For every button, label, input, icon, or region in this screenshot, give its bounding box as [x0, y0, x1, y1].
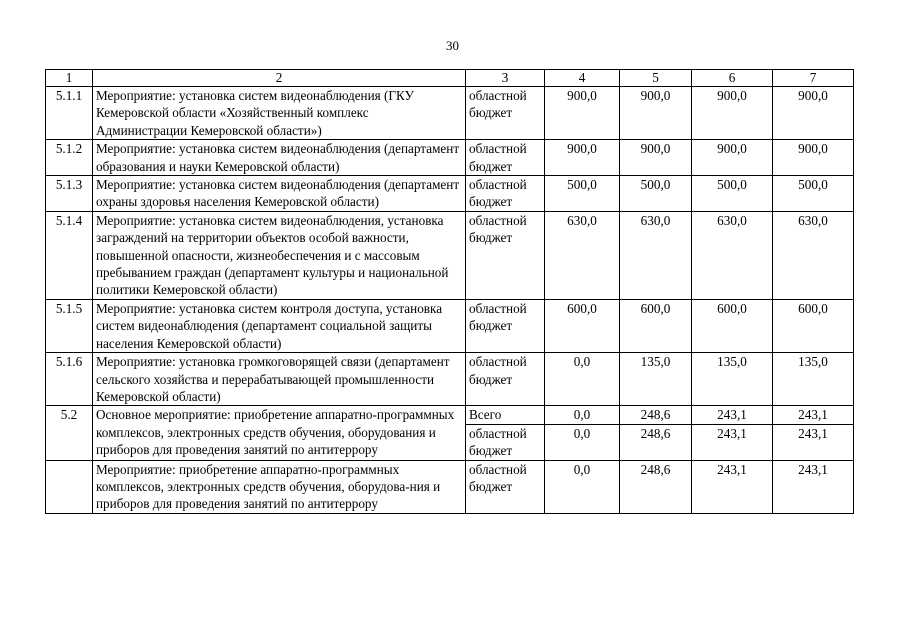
item-number: 5.1.5: [46, 299, 93, 352]
value-col-7: 243,1: [773, 424, 854, 460]
column-header: 5: [620, 70, 692, 87]
table-row: [46, 87, 854, 140]
value-col-4: 630,0: [545, 211, 620, 299]
value-col-6: 630,0: [692, 211, 773, 299]
funding-source: областной бюджет: [466, 176, 545, 212]
value-col-4: 900,0: [545, 140, 620, 176]
value-col-5: 900,0: [620, 140, 692, 176]
funding-source: областной бюджет: [466, 299, 545, 352]
table-row: [46, 211, 854, 299]
item-description: Мероприятие: установка систем видеонаблюдения (департамент образования и науки Кемеровской области): [93, 140, 466, 176]
table-row: [46, 299, 854, 352]
item-number: 5.1.2: [46, 140, 93, 176]
value-col-7: 600,0: [773, 299, 854, 352]
value-col-5: 248,6: [620, 460, 692, 513]
item-number: 5.2: [46, 406, 93, 460]
value-col-5: 900,0: [620, 87, 692, 140]
value-col-6: 900,0: [692, 140, 773, 176]
value-col-4: 900,0: [545, 87, 620, 140]
value-col-7: 135,0: [773, 353, 854, 406]
value-col-6: 243,1: [692, 460, 773, 513]
item-description: Основное мероприятие: приобретение аппаратно-программных комплексов, электронных средств обучения, оборудования и приборов для проведения занятий по антитеррору: [93, 406, 466, 460]
table-row: [46, 140, 854, 176]
value-col-7: 243,1: [773, 406, 854, 424]
column-header: 1: [46, 70, 93, 87]
value-col-5: 630,0: [620, 211, 692, 299]
value-col-7: 900,0: [773, 87, 854, 140]
value-col-5: 500,0: [620, 176, 692, 212]
value-col-6: 500,0: [692, 176, 773, 212]
funding-source: областной бюджет: [466, 211, 545, 299]
funding-source: областной бюджет: [466, 353, 545, 406]
value-col-4: 0,0: [545, 424, 620, 460]
value-col-5: 135,0: [620, 353, 692, 406]
budget-table: [45, 69, 854, 514]
item-description: Мероприятие: установка систем видеонаблюдения (департамент охраны здоровья населения Кемеровской области): [93, 176, 466, 212]
funding-source: областной бюджет: [466, 140, 545, 176]
table-row: [46, 353, 854, 406]
page-number: 30: [446, 38, 459, 53]
funding-source: областной бюджет: [466, 87, 545, 140]
item-description: Мероприятие: установка громкоговорящей связи (департамент сельского хозяйства и перерабатывающей промышленности Кемеровской области): [93, 353, 466, 406]
table-header-row: [46, 70, 854, 87]
value-col-6: 135,0: [692, 353, 773, 406]
funding-source: областной бюджет: [466, 424, 545, 460]
value-col-6: 900,0: [692, 87, 773, 140]
value-col-4: 0,0: [545, 460, 620, 513]
value-col-5: 600,0: [620, 299, 692, 352]
value-col-5: 248,6: [620, 424, 692, 460]
item-number: [46, 460, 93, 513]
table-row: [46, 460, 854, 513]
item-description: Мероприятие: установка систем контроля доступа, установка систем видеонаблюдения (департамент социальной защиты населения Кемеровской области): [93, 299, 466, 352]
table-row: [46, 176, 854, 212]
column-header: 2: [93, 70, 466, 87]
column-header: 7: [773, 70, 854, 87]
value-col-6: 243,1: [692, 406, 773, 424]
item-number: 5.1.3: [46, 176, 93, 212]
item-description: Мероприятие: приобретение аппаратно-программных комплексов, электронных средств обучения, оборудова-ния и приборов для проведения занятий по антитеррору: [93, 460, 466, 513]
value-col-7: 500,0: [773, 176, 854, 212]
item-description: Мероприятие: установка систем видеонаблюдения (ГКУ Кемеровской области «Хозяйственный комплекс Администрации Кемеровской области»): [93, 87, 466, 140]
value-col-7: 630,0: [773, 211, 854, 299]
value-col-4: 600,0: [545, 299, 620, 352]
funding-source: областной бюджет: [466, 460, 545, 513]
value-col-5: 248,6: [620, 406, 692, 424]
item-description: Мероприятие: установка систем видеонаблюдения, установка заграждений на территории объектов особой важности, повышенной опасности, жизнеобеспечения и с массовым пребыванием граждан (департамент культуры и национальной политики Кемеровской области): [93, 211, 466, 299]
column-header: 4: [545, 70, 620, 87]
value-col-7: 900,0: [773, 140, 854, 176]
table-row: [46, 406, 854, 424]
value-col-6: 600,0: [692, 299, 773, 352]
value-col-4: 0,0: [545, 353, 620, 406]
value-col-4: 500,0: [545, 176, 620, 212]
value-col-6: 243,1: [692, 424, 773, 460]
item-number: 5.1.1: [46, 87, 93, 140]
value-col-4: 0,0: [545, 406, 620, 424]
value-col-7: 243,1: [773, 460, 854, 513]
column-header: 6: [692, 70, 773, 87]
item-number: 5.1.4: [46, 211, 93, 299]
funding-source: Всего: [466, 406, 545, 424]
column-header: 3: [466, 70, 545, 87]
item-number: 5.1.6: [46, 353, 93, 406]
